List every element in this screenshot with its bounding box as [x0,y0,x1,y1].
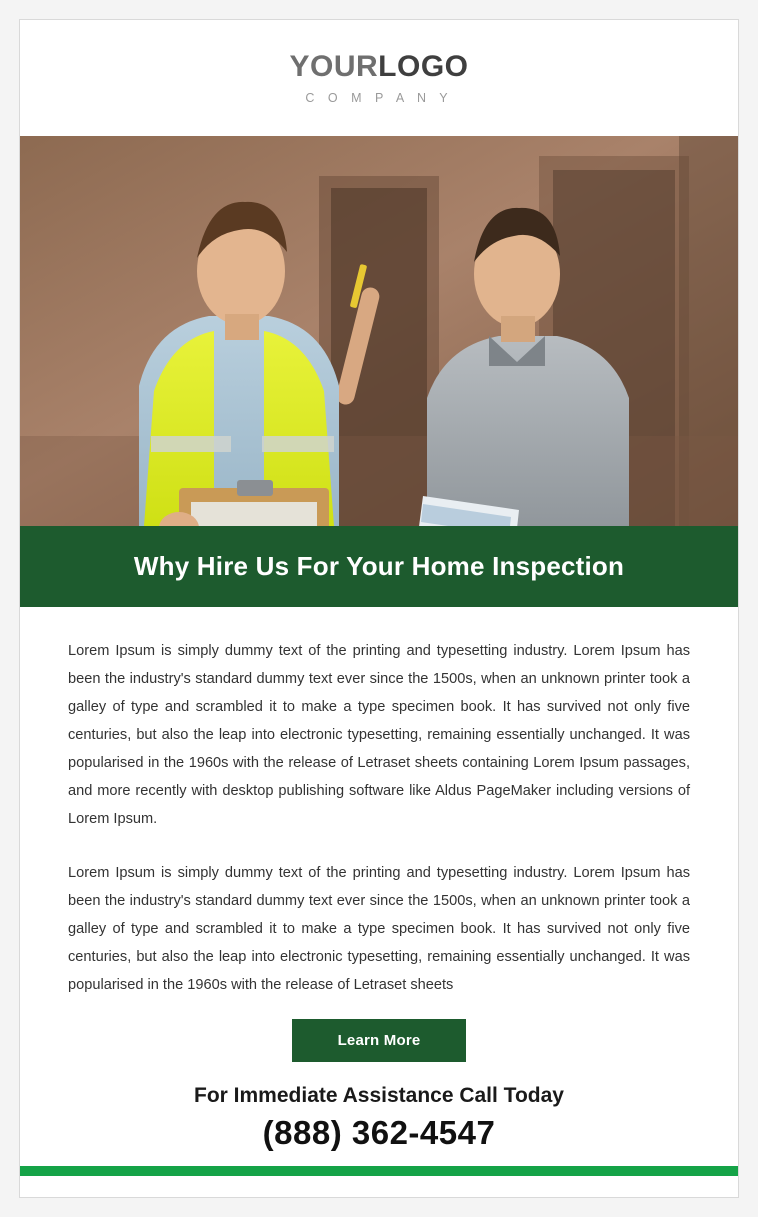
paragraph-2: Lorem Ipsum is simply dummy text of the printing and typesetting industry. Lorem Ipsum has been the industry's standard dummy text ever since the 1500s, when an unknown printer took a galley of type and scrambled it to make a type specimen book. It has survived not only five centuries, but also the leap into electronic typesetting, remaining essentially unchanged. It was popularised in the 1960s with the release of Letraset sheets [68,865,690,994]
logo-word-two: LOGO [378,49,469,83]
phone-number[interactable]: (888) 362-4547 [262,1114,496,1152]
hero-image [20,136,738,526]
hero-illustration [20,136,738,526]
page-title: Why Hire Us For Your Home Inspection [133,551,625,581]
learn-more-button[interactable]: Learn More [292,1019,467,1062]
footer-white-bar [20,1176,738,1197]
assistance-line: For Immediate Assistance Call Today [194,1084,564,1108]
paragraph-1: Lorem Ipsum is simply dummy text of the printing and typesetting industry. Lorem Ipsum has been the industry's standard dummy text ever since the 1500s, when an unknown printer took a galley of type and scrambled it to make a type specimen book. It has survived not only five centuries, but also the leap into electronic typesetting, remaining essentially unchanged. It was popularised in the 1960s with the release of Letraset sheets containing Lorem Ipsum passages, and more recently with desktop publishing software like Aldus PageMaker including versions of Lorem Ipsum. [68,643,690,828]
flyer-document [19,19,739,1198]
body-copy [20,607,738,999]
headline-band [20,526,738,607]
logo-subtitle: C O M P A N Y [305,90,453,105]
footer-green-bar [20,1166,738,1176]
logo-word-one: YOUR [289,49,379,83]
company-logo [289,49,469,83]
cta-container [20,1019,738,1062]
document-header [20,20,738,136]
